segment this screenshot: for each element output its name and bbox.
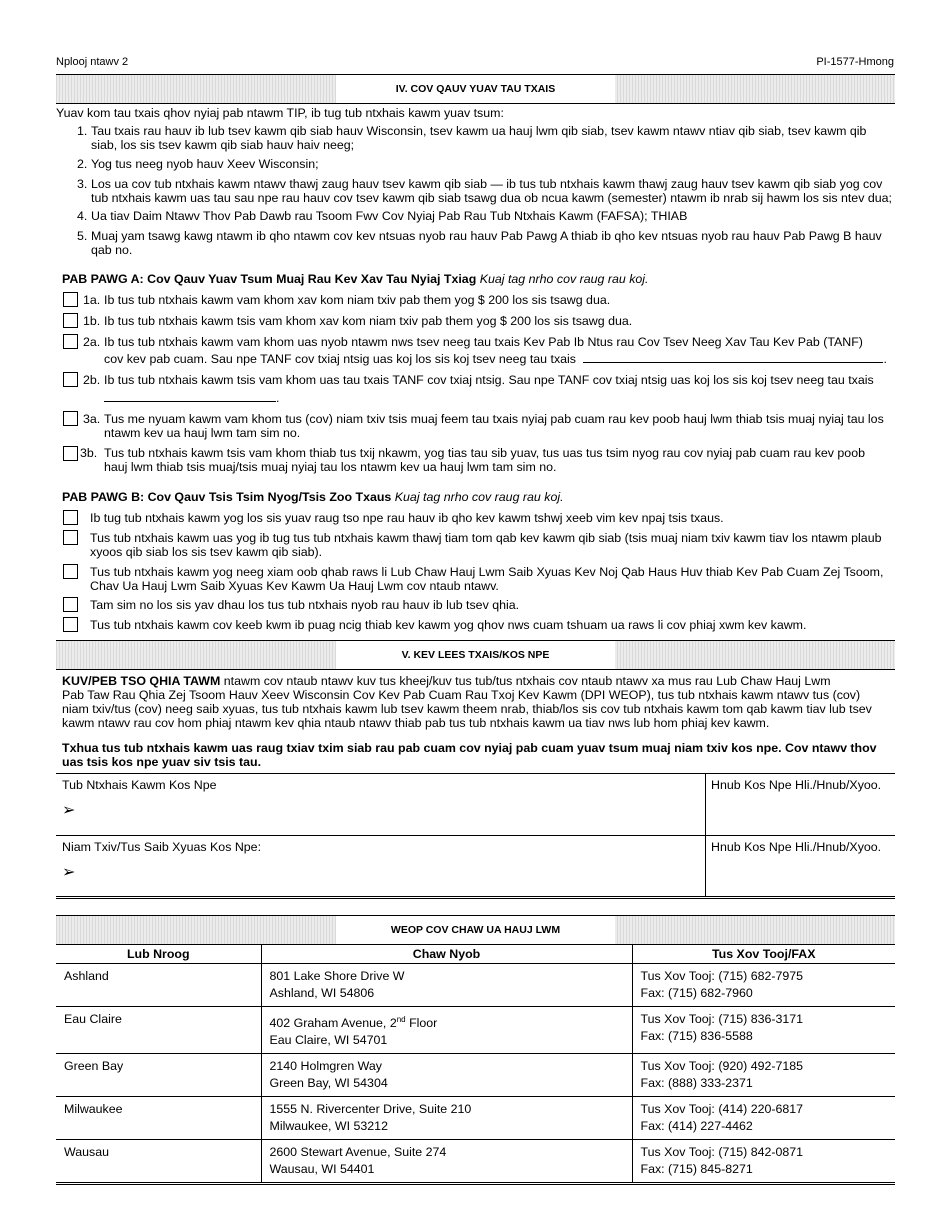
column-header: Chaw Nyob — [261, 945, 632, 964]
item-text: Tus tub ntxhais kawm yog neeg xiam oob qhab raws li Lub Chaw Hauj Lwm Saib Xyuas Kev Noj Qab Haus Huv thiab Kev Pab Cuam Zej Tsoom, — [90, 565, 884, 579]
column-header: Lub Nroog — [56, 945, 261, 964]
table-row — [56, 1097, 895, 1140]
office-city — [56, 964, 261, 1007]
item-label: 1a. — [83, 293, 101, 307]
group-a-title: PAB PAWG A: Cov Qauv Yuav Tsum Muaj Rau Kev Xav Tau Nyiaj Txiag — [62, 272, 477, 286]
item-text: Ib tug tub ntxhais kawm yog los sis yuav raug tso npe rau hauv ib qho kev kawm tshwj xeeb vim kev npaj tsis txaus. — [90, 511, 724, 525]
requirement-line: Los ua cov tub ntxhais kawm ntawv thawj zaug hauv tsev kawm qib siab — ib tus tub ntxhais kawm thawj zaug hauv tsev kawm qib siab yog cov — [91, 177, 883, 191]
office-address — [261, 1097, 632, 1140]
checkbox-b5[interactable] — [63, 617, 78, 632]
office-city — [56, 1054, 261, 1097]
release-text: Pab Taw Rau Qhia Zej Tsoom Hauv Xeev Wisconsin Cov Kev Pab Cuam Rau Txoj Kev Kawm (DPI WEOP), tus tub ntxhais kawm ntawv tus (cov) — [62, 688, 861, 702]
checkbox-b3[interactable] — [63, 564, 78, 579]
item-text-2a-line2: cov kev pab cuam. Sau npe TANF cov txiaj ntsig uas koj los sis koj tsev neeg tau txais . — [104, 352, 887, 366]
requirement-line: Yog tus neeg nyob hauv Xeev Wisconsin; — [91, 157, 319, 171]
release-text: kawm ntawv rau cov hom phiaj ntawm kev qhia ntaub ntawv thiab pab tus tub ntxhais kawm ua tiav nws lub hom phiaj kev kawm. — [62, 716, 770, 730]
group-b-note: Kuaj tag nrho cov raug rau koj. — [394, 490, 564, 504]
offices-header — [56, 915, 895, 945]
group-a-heading — [62, 272, 648, 287]
requirement-line: Muaj yam tsawg kawg ntawm ib qho ntawm cov kev ntsuas nyob rau hauv Pab Pawg A thiab ib qho kev ntsuas nyob rau hauv Pab Pawg B hauv — [91, 229, 882, 243]
item-label: 3a. — [83, 412, 101, 426]
item-text-2b-line2: . — [104, 390, 279, 406]
release-bold: KUV/PEB TSO QHIA TAWM — [62, 674, 221, 688]
release-text: ntawm cov ntaub ntawv kuv tus kheej/kuv tus tub/tus ntxhais cov ntaub ntawv xa mus rau Lub Chaw Hauj Lwm — [220, 674, 831, 688]
address-line: Ashland, WI 54806 — [269, 986, 375, 1000]
student-signature-label: Tub Ntxhais Kawm Kos Npe — [62, 778, 217, 792]
item-text: Tus tub ntxhais kawm cov keeb kwm ib puag ncig thiab kev kawm yog qhov nws cuam tshuam ua raws li cov phiaj xwm kev kawm. — [90, 618, 807, 632]
phone-number: Tus Xov Tooj: (715) 836-3171 — [640, 1012, 804, 1026]
address-line: 402 Graham Avenue, 2 — [269, 1016, 397, 1031]
item-text: ntawm kev ua hauj lwm tam sim no. — [104, 426, 301, 440]
office-city — [56, 1097, 261, 1140]
requirement-line: Tau txais rau hauv ib lub tsev kawm qib siab hauv Wisconsin, tsev kawm ua hauj lwm qib siab, tsev kawm ntawv ntiav qib siab, tsev kawm qib — [91, 124, 867, 138]
checkbox-b1[interactable] — [63, 510, 78, 525]
item-text: Ib tus tub ntxhais kawm tsis vam khom xav kom niam txiv pab them yog $ 200 los sis tsawg dua. — [104, 314, 633, 328]
requirement-line: qab no. — [91, 243, 133, 257]
divider — [56, 773, 895, 774]
signature-arrow-icon: ➢ — [62, 802, 76, 819]
item-text: Ib tus tub ntxhais kawm vam khom xav kom niam txiv pab them yog $ 200 los sis tsawg dua. — [104, 293, 611, 307]
requirement-number: 1. — [77, 124, 88, 138]
item-text: hauj lwm thiab tsis muaj/tsis muaj nyiaj tau los ntawm kev ua hauj lwm tam sim no. — [104, 460, 557, 474]
page-number: Nplooj ntawv 2 — [56, 56, 129, 68]
item-text: Tus me nyuam kawm vam khom tus (cov) niam txiv tsis muaj feem tau txais nyiaj pab cuam rau kev poob hauj lwm thiab tsis muaj nyiaj tau los — [104, 412, 884, 426]
requirement-line: siab, los sis tsev kawm qib siab hauv haiv neeg; — [91, 138, 355, 152]
checkbox-1b[interactable] — [63, 313, 78, 328]
office-address — [261, 1140, 632, 1184]
parent-date-label: Hnub Kos Npe Hli./Hnub/Xyoo. — [711, 840, 882, 854]
office-city — [56, 1140, 261, 1184]
requirement-number: 2. — [77, 157, 88, 171]
address-line: Floor — [405, 1016, 438, 1031]
checkbox-1a[interactable] — [63, 292, 78, 307]
checkbox-3a[interactable] — [63, 411, 78, 426]
office-contact — [632, 1140, 895, 1184]
offices-title: WEOP COV CHAW UA HAUJ LWM — [336, 916, 615, 944]
student-date-field[interactable] — [711, 796, 891, 826]
checkbox-2a[interactable] — [63, 334, 78, 349]
divider — [56, 835, 895, 836]
section-4-title: IV. COV QAUV YUAV TAU TXAIS — [336, 75, 615, 103]
divider — [56, 896, 895, 899]
item-text: cov kev pab cuam. Sau npe TANF cov txiaj ntsig uas koj los sis koj tsev neeg tau txais — [104, 352, 576, 366]
student-signature-field[interactable] — [85, 796, 695, 826]
requirement-number: 5. — [77, 229, 88, 243]
city-name: Wausau — [64, 1145, 109, 1160]
parent-date-field[interactable] — [711, 858, 891, 888]
fax-number: Fax: (715) 836-5588 — [640, 1029, 753, 1043]
tanf-benefits-field-student[interactable] — [104, 390, 276, 402]
item-text: Ib tus tub ntxhais kawm vam khom uas nyob ntawm nws tsev neeg tau txais Kev Pab Ib Ntus rau Cov Tsev Neeg Xav Tau Kev Pab (TANF) — [104, 335, 863, 349]
section-4-intro: Yuav kom tau txais qhov nyiaj pab ntawm TIP, ib tug tub ntxhais kawm yuav tsum: — [56, 106, 504, 120]
table-row — [56, 1007, 895, 1054]
signature-arrow-icon: ➢ — [62, 864, 76, 881]
requirement-line: Ua tiav Daim Ntawv Thov Pab Dawb rau Tsoom Fwv Cov Nyiaj Pab Rau Tub Ntxhais Kawm (FAFSA); THIAB — [91, 209, 688, 223]
item-label: 3b. — [80, 446, 98, 460]
item-text: Chav Ua Hauj Lwm Saib Xyuas Kev Kawm Ua Hauj Lwm cov ntaub ntawv. — [90, 579, 499, 593]
requirement-number: 3. — [77, 177, 88, 191]
signature-warning: uas tsis kos npe yuav siv tsis tau. — [62, 755, 262, 769]
requirement-line: tub ntxhais kawm uas tau sau npe rau hauv cov tsev kawm qib siab tsawg dua ob ncua kawm (semester) ntawm ib nrab sij hawm los sis ntev dua; — [91, 191, 892, 205]
item-label: 2b. — [83, 373, 101, 387]
requirement-number: 4. — [77, 209, 88, 223]
office-contact — [632, 964, 895, 1007]
address-line: Eau Claire, WI 54701 — [269, 1033, 388, 1048]
address-line: Wausau, WI 54401 — [269, 1162, 375, 1177]
city-name: Green Bay — [64, 1059, 124, 1074]
phone-number: Tus Xov Tooj: (715) 682-7975 — [640, 969, 804, 983]
address-line: 2140 Holmgren Way — [269, 1059, 382, 1074]
item-text: xyoos qib siab los sis tsev kawm qib siab). — [90, 545, 323, 559]
checkbox-b4[interactable] — [63, 597, 78, 612]
item-text: Tus tub ntxhais kawm tsis vam khom thiab tus txij nkawm, yog tias tau sib yuav, tus uas tus tsim nyog rau cov nyiaj pab cuam rau kev poob — [104, 446, 865, 460]
item-label: 1b. — [83, 314, 101, 328]
section-5-title: V. KEV LEES TXAIS/KOS NPE — [336, 641, 615, 669]
item-text: Tam sim no los sis yav dhau los tus tub ntxhais nyob rau hauv ib lub tsev qhia. — [90, 598, 520, 612]
office-address — [261, 1054, 632, 1097]
city-name: Milwaukee — [64, 1102, 123, 1117]
fax-number: Fax: (888) 333-2371 — [640, 1076, 753, 1091]
item-label: 2a. — [83, 335, 101, 349]
tanf-benefits-field-family[interactable] — [583, 351, 883, 363]
parent-signature-label: Niam Txiv/Tus Saib Xyuas Kos Npe: — [62, 840, 262, 854]
address-line: 1555 N. Rivercenter Drive, Suite 210 — [269, 1102, 472, 1117]
checkbox-b2[interactable] — [63, 530, 78, 545]
checkbox-2b[interactable] — [63, 372, 78, 387]
phone-number: Tus Xov Tooj: (414) 220-6817 — [640, 1102, 804, 1117]
fax-number: Fax: (715) 682-7960 — [640, 986, 753, 1000]
office-city — [56, 1007, 261, 1054]
column-header: Tus Xov Tooj/FAX — [632, 945, 895, 964]
student-date-label: Hnub Kos Npe Hli./Hnub/Xyoo. — [711, 778, 882, 792]
table-header-row — [56, 945, 895, 964]
group-b-heading — [62, 490, 564, 505]
table-row — [56, 1140, 895, 1184]
phone-number: Tus Xov Tooj: (715) 842-0871 — [640, 1145, 804, 1160]
address-line: 2600 Stewart Avenue, Suite 274 — [269, 1145, 447, 1160]
address-line: 801 Lake Shore Drive W — [269, 969, 405, 983]
address-ordinal: nd — [396, 1015, 406, 1024]
group-b-title: PAB PAWG B: Cov Qauv Tsis Tsim Nyog/Tsis Zoo Txaus — [62, 490, 392, 504]
city-name: Ashland — [64, 969, 109, 983]
item-text: Ib tus tub ntxhais kawm tsis vam khom uas tau txais TANF cov txiaj ntsig. Sau npe TANF cov txiaj ntsig uas koj los sis koj tsev neeg tau txais — [104, 373, 874, 387]
office-address — [261, 1007, 632, 1054]
section-5-header — [56, 640, 895, 670]
section-4-header — [56, 74, 895, 104]
item-text: Tus tub ntxhais kawm uas yog ib tug tus tub ntxhais kawm thawj tiam tom qab kev kawm qib siab (tsis muaj niam txiv kawm tiav los ntawm plaub — [90, 531, 882, 545]
group-a-note: Kuaj tag nrho cov raug rau koj. — [479, 272, 649, 286]
form-id: PI-1577-Hmong — [816, 56, 894, 68]
fax-number: Fax: (414) 227-4462 — [640, 1119, 753, 1134]
checkbox-3b[interactable] — [63, 446, 78, 461]
address-line: Green Bay, WI 54304 — [269, 1076, 388, 1091]
release-text: niam txiv/tus (cov) neeg saib xyuas, tus tub ntxhais kawm lub tsev kawm theem nrab, thiab/los sis cov tub ntxhais kawm tom qab kawm tiav lub tsev — [62, 702, 872, 716]
table-row — [56, 964, 895, 1007]
office-address — [261, 964, 632, 1007]
office-contact — [632, 1097, 895, 1140]
phone-number: Tus Xov Tooj: (920) 492-7185 — [640, 1059, 804, 1074]
table-row — [56, 1054, 895, 1097]
address-line: Milwaukee, WI 53212 — [269, 1119, 388, 1134]
parent-signature-field[interactable] — [85, 858, 695, 888]
fax-number: Fax: (715) 845-8271 — [640, 1162, 753, 1177]
offices-table — [56, 945, 895, 1185]
city-name: Eau Claire — [64, 1012, 122, 1026]
signature-warning: Txhua tus tub ntxhais kawm uas raug txiav txim siab rau pab cuam cov nyiaj pab cuam yuav tsum muaj niam txiv kos npe. Cov ntawv thov — [62, 741, 877, 755]
office-contact — [632, 1054, 895, 1097]
office-contact — [632, 1007, 895, 1054]
